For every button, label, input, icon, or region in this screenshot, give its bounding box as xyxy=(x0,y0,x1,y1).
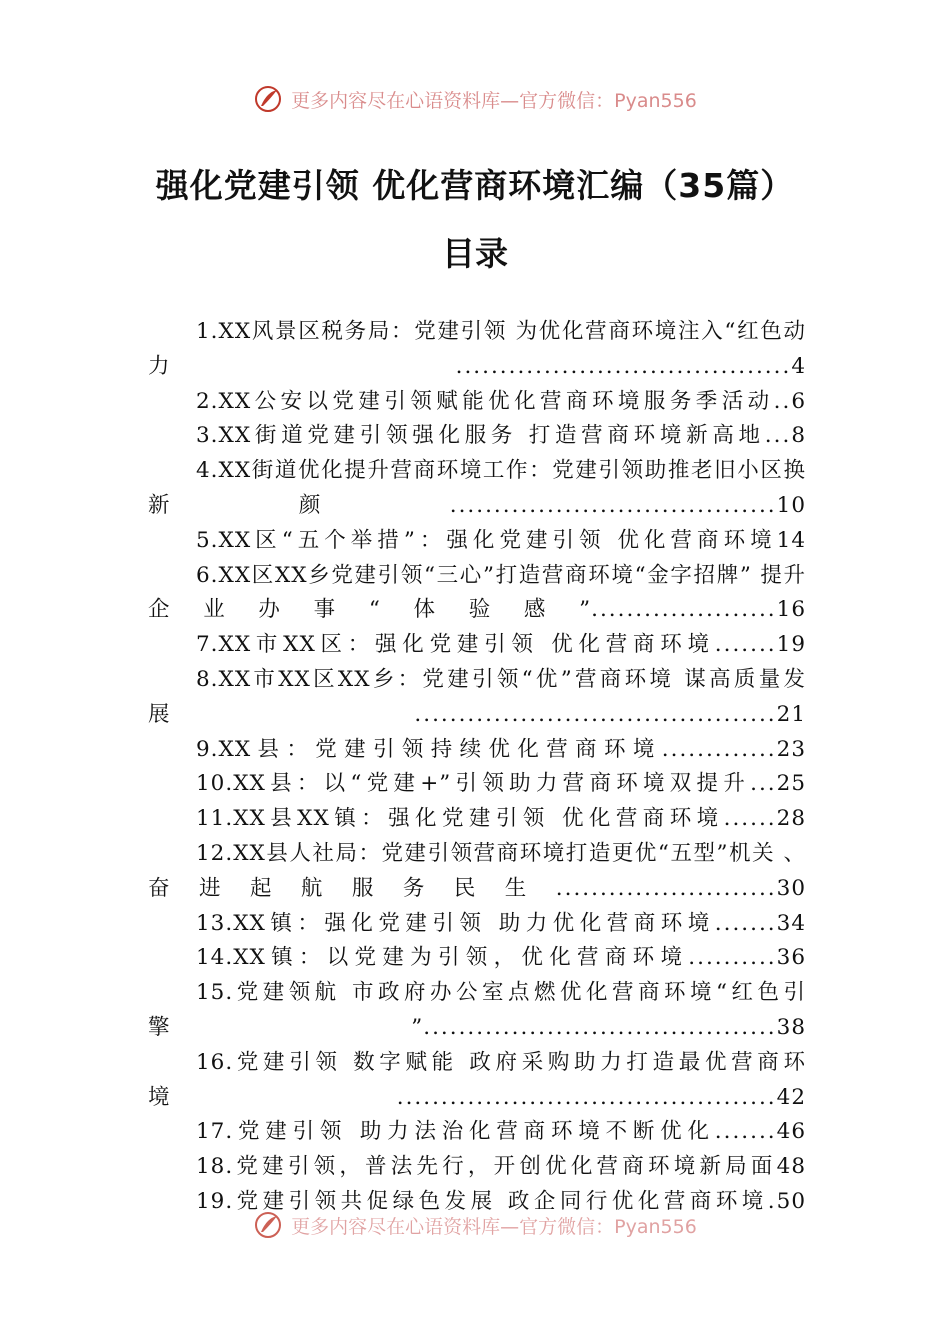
feather-logo-icon xyxy=(253,1210,283,1240)
toc-entry-page: 46 xyxy=(776,1119,806,1145)
toc-entry-leader: ...................................... xyxy=(455,353,792,379)
toc-entry[interactable] xyxy=(148,315,806,385)
watermark-footer xyxy=(0,1210,950,1240)
toc-entry-page: 30 xyxy=(776,875,806,901)
toc-entry-title: 8.XX市XX区XX乡：党建引领“优”营商环境 谋高质量发展 xyxy=(148,666,806,727)
toc-entry-title: 10.XX县：以“党建+”引领助力营商环境双提升 xyxy=(196,771,751,797)
toc-entry-leader: ............. xyxy=(661,736,777,762)
toc-entry[interactable] xyxy=(148,454,806,524)
toc-entry[interactable] xyxy=(148,1150,806,1185)
toc-entry[interactable] xyxy=(148,976,806,1046)
toc-entry[interactable] xyxy=(148,524,806,559)
watermark-text: 更多内容尽在心语资料库—官方微信：Pyan556 xyxy=(291,1215,697,1238)
toc-entry-page: 28 xyxy=(776,806,806,832)
toc-entry-title: 6.XX区XX乡党建引领“三心”打造营商环境“金字招牌” 提升企业办事“体验感” xyxy=(148,562,806,623)
toc-entry-title: 7.XX市XX区：强化党建引领 优化营商环境 xyxy=(196,632,715,658)
document-subtitle: 目录 xyxy=(442,234,508,273)
watermark-text: 更多内容尽在心语资料库—官方微信：Pyan556 xyxy=(291,89,697,112)
feather-logo-icon xyxy=(253,84,283,114)
toc-entry-title: 19.党建引领共促绿色发展 政企同行优化营商环境 xyxy=(196,1188,768,1214)
toc-entry-page: 50 xyxy=(776,1188,806,1214)
toc-entry-title: 15.党建领航 市政府办公室点燃优化营商环境“红色引擎” xyxy=(148,980,806,1040)
toc-entry[interactable] xyxy=(148,1115,806,1150)
toc-entry-page: 14 xyxy=(776,527,806,553)
toc-entry[interactable] xyxy=(148,767,806,802)
toc-entry[interactable] xyxy=(148,837,806,907)
toc-entry-leader: ......................... xyxy=(555,875,777,901)
toc-entry-title: 1.XX风景区税务局：党建引领 为优化营商环境注入“红色动力 xyxy=(148,319,806,379)
toc-entry-leader: ... xyxy=(764,423,792,449)
toc-entry-title: 13.XX镇：强化党建引领 助力优化营商环境 xyxy=(196,910,715,936)
toc-entry-page: 42 xyxy=(776,1084,806,1110)
watermark-header xyxy=(0,84,950,114)
toc-entry-page: 21 xyxy=(776,701,806,727)
toc-entry-leader: ....... xyxy=(714,910,777,936)
toc-entry-leader: .. xyxy=(773,388,792,414)
toc-entry-page: 8 xyxy=(791,423,806,449)
toc-entry-page: 25 xyxy=(776,771,806,797)
toc-entry-page: 4 xyxy=(791,353,806,379)
toc-entry[interactable] xyxy=(148,385,806,420)
toc-entry-leader: ..................... xyxy=(591,597,777,623)
toc-entry-leader: ........................................... xyxy=(396,1084,777,1110)
document-title: 强化党建引领 优化营商环境汇编（35篇） xyxy=(155,166,795,205)
toc-entry-leader: ... xyxy=(750,771,777,797)
toc-entry-page: 34 xyxy=(776,910,806,936)
toc-entry-leader: .......... xyxy=(688,945,777,971)
toc-entry[interactable] xyxy=(148,733,806,768)
toc-entry-title: 4.XX街道优化提升营商环境工作：党建引领助推老旧小区换新颜 xyxy=(148,458,806,518)
toc-entry[interactable] xyxy=(148,941,806,976)
toc-entry[interactable] xyxy=(148,663,806,733)
toc-entry-title: 14.XX镇：以党建为引领，优化营商环境 xyxy=(196,945,689,971)
toc-entry-page: 48 xyxy=(776,1154,806,1180)
toc-entry-leader: ..................................... xyxy=(449,492,777,518)
toc-entry-leader: ...... xyxy=(723,806,777,832)
toc-entry-leader: ....... xyxy=(714,1119,777,1145)
toc-entry-page: 19 xyxy=(776,632,806,658)
toc-entry[interactable] xyxy=(148,419,806,454)
toc-entry-title: 5.XX区“五个举措”：强化党建引领 优化营商环境 xyxy=(196,527,777,553)
table-of-contents xyxy=(148,315,806,1220)
toc-entry-page: 23 xyxy=(776,736,806,762)
toc-entry-title: 12.XX县人社局：党建引领营商环境打造更优“五型”机关 、奋进起航服务民生 xyxy=(148,840,806,901)
toc-entry-page: 6 xyxy=(791,388,806,414)
toc-entry[interactable] xyxy=(148,559,806,629)
toc-entry-title: 2.XX公安以党建引领赋能优化营商环境服务季活动 xyxy=(196,388,774,414)
toc-entry-title: 17.党建引领 助力法治化营商环境不断优化 xyxy=(196,1119,715,1145)
toc-entry-leader: ......................................... xyxy=(414,701,777,727)
toc-entry[interactable] xyxy=(148,802,806,837)
toc-entry-title: 16.党建引领 数字赋能 政府采购助力打造最优营商环境 xyxy=(148,1049,806,1110)
toc-entry-leader: ....... xyxy=(714,632,777,658)
toc-entry[interactable] xyxy=(148,1046,806,1116)
toc-entry-leader: ........................................ xyxy=(423,1014,777,1040)
toc-entry[interactable] xyxy=(148,628,806,663)
toc-entry-page: 36 xyxy=(776,945,806,971)
toc-entry-page: 10 xyxy=(776,492,806,518)
toc-entry-page: 16 xyxy=(776,597,806,623)
toc-entry[interactable] xyxy=(148,907,806,942)
toc-entry-title: 18.党建引领，普法先行，开创优化营商环境新局面 xyxy=(196,1154,777,1180)
toc-entry-title: 9.XX县：党建引领持续优化营商环境 xyxy=(196,736,662,762)
toc-entry-page: 38 xyxy=(776,1014,806,1040)
toc-entry-leader: . xyxy=(767,1188,777,1214)
toc-entry-title: 11.XX县XX镇：强化党建引领 优化营商环境 xyxy=(196,806,724,832)
toc-entry-title: 3.XX街道党建引领强化服务 打造营商环境新高地 xyxy=(196,423,765,449)
